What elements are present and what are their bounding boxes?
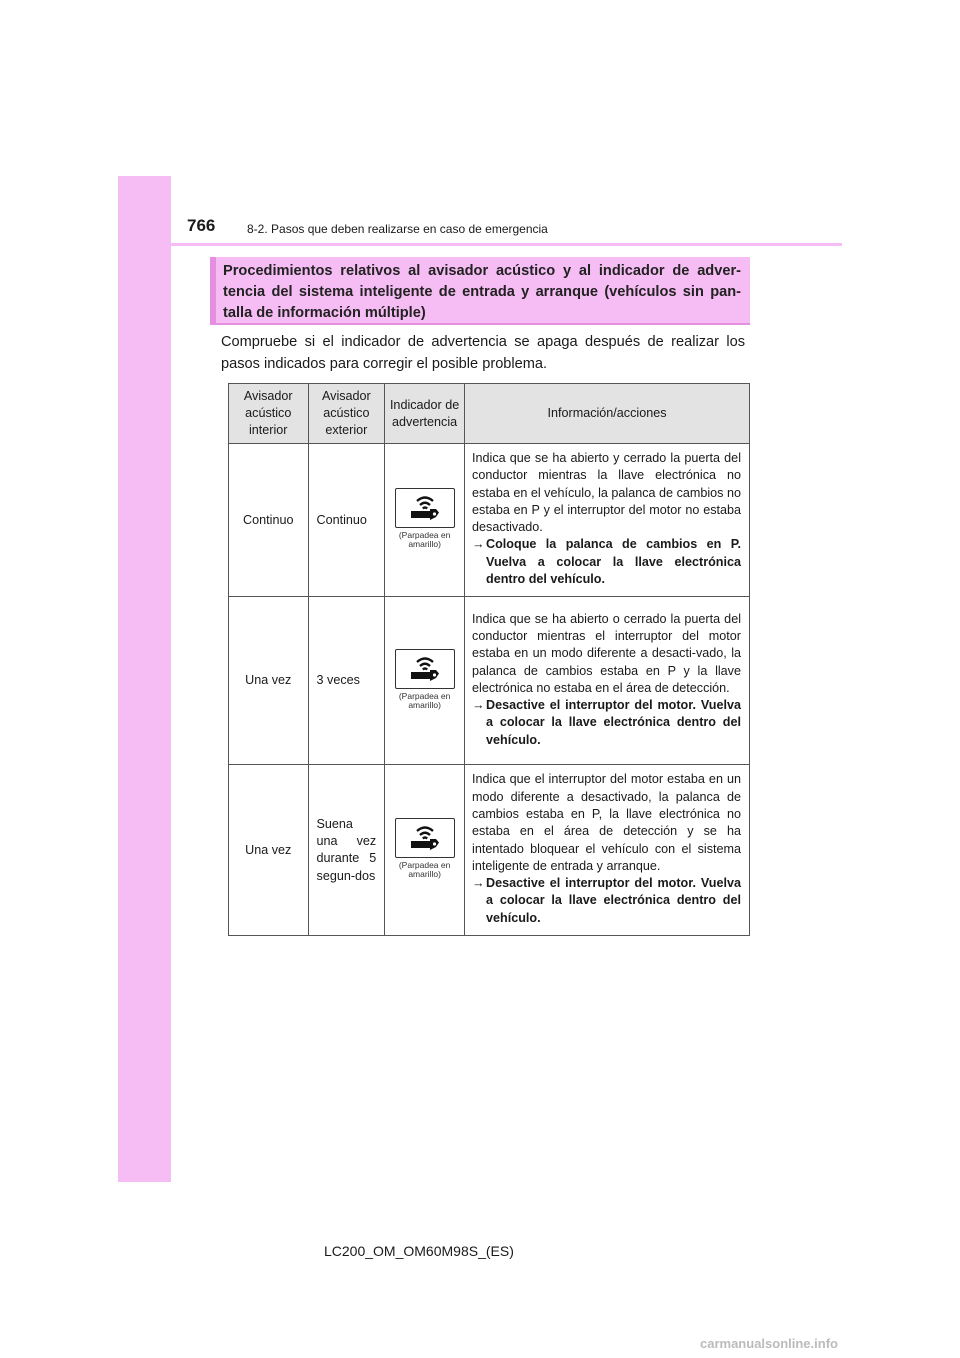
warning-indicator	[386, 649, 463, 710]
info-text: Indica que el interruptor del motor estaba en un modo diferente a desactivado, la palanca de cambios estaba en P, la llave electrónica no estaba en el área de detección y se ha intentado bloquear el vehículo con el sistema inteligente de entrada y arranque.	[472, 772, 741, 873]
exterior-buzzer-cell: Suena una vez durante 5 segun-dos	[308, 765, 385, 936]
info-text: Indica que se ha abierto o cerrado la puerta del conductor mientras el interruptor del motor estaba en un modo diferente a desacti-vado, la palanca de cambios estaba en P y la llave electrónica no estaba en el área de detección.	[472, 611, 741, 695]
indicator-caption: (Parpadea en amarillo)	[398, 690, 451, 710]
header-info-actions: Información/acciones	[465, 384, 750, 444]
interior-buzzer-cell: Continuo	[229, 444, 309, 597]
exterior-buzzer-cell: 3 veces	[308, 597, 385, 765]
header-warning-light: Indicador de advertencia	[385, 384, 465, 444]
table-header-row	[229, 384, 750, 444]
warning-table	[228, 383, 750, 936]
indicator-caption: (Parpadea en amarillo)	[398, 530, 451, 550]
document-code: LC200_OM_OM60M98S_(ES)	[324, 1243, 514, 1259]
smart-key-warning-icon	[395, 649, 455, 689]
indicator-cell	[385, 597, 465, 765]
warning-indicator	[386, 488, 463, 549]
warning-indicator	[386, 818, 463, 879]
indicator-cell	[385, 444, 465, 597]
chapter-title: 8-2. Pasos que deben realizarse en caso de emergencia	[247, 222, 548, 236]
side-tab	[118, 176, 171, 1182]
table-row	[229, 444, 750, 597]
indicator-cell	[385, 765, 465, 936]
table-row	[229, 765, 750, 936]
exterior-buzzer-cell: Continuo	[308, 444, 385, 597]
watermark: carmanualsonline.info	[700, 1336, 838, 1351]
interior-buzzer-cell: Una vez	[229, 597, 309, 765]
action-text: →Coloque la palanca de cambios en P. Vuelva a colocar la llave electrónica dentro del vehículo.	[472, 537, 741, 587]
intro-paragraph: Compruebe si el indicador de advertencia se apaga después de realizar los pasos indicados para corregir el posible problema.	[221, 334, 745, 372]
table-row	[229, 597, 750, 765]
interior-buzzer-cell: Una vez	[229, 765, 309, 936]
smart-key-warning-icon	[395, 488, 455, 528]
action-text: →Desactive el interruptor del motor. Vuelva a colocar la llave electrónica dentro del vehículo.	[472, 876, 741, 925]
arrow-icon: →	[472, 876, 485, 891]
section-heading-box	[210, 257, 750, 325]
info-cell	[465, 597, 750, 765]
info-text: Indica que se ha abierto y cerrado la puerta del conductor mientras la llave electrónica no estaba en el vehículo, la palanca de cambios no estaba en P y el interruptor del motor no estaba desactivado.	[472, 451, 741, 535]
section-title: Procedimientos relativos al avisador acústico y al indicador de adver-tencia del sistema inteligente de entrada y arranque (vehículos sin pan-talla de información múltiple)	[223, 263, 741, 321]
header-rule	[118, 243, 842, 246]
section-accent-bar	[210, 257, 216, 325]
smart-key-warning-icon	[395, 818, 455, 858]
page-number: 766	[187, 216, 216, 235]
indicator-caption: (Parpadea en amarillo)	[398, 860, 451, 880]
action-text: →Desactive el interruptor del motor. Vuelva a colocar la llave electrónica dentro del vehículo.	[472, 698, 741, 747]
info-cell	[465, 765, 750, 936]
header-exterior-buzzer: Avisador acústico exterior	[308, 384, 385, 444]
header-interior-buzzer: Avisador acústico interior	[229, 384, 309, 444]
arrow-icon: →	[472, 537, 485, 552]
info-cell	[465, 444, 750, 597]
arrow-icon: →	[472, 698, 485, 713]
